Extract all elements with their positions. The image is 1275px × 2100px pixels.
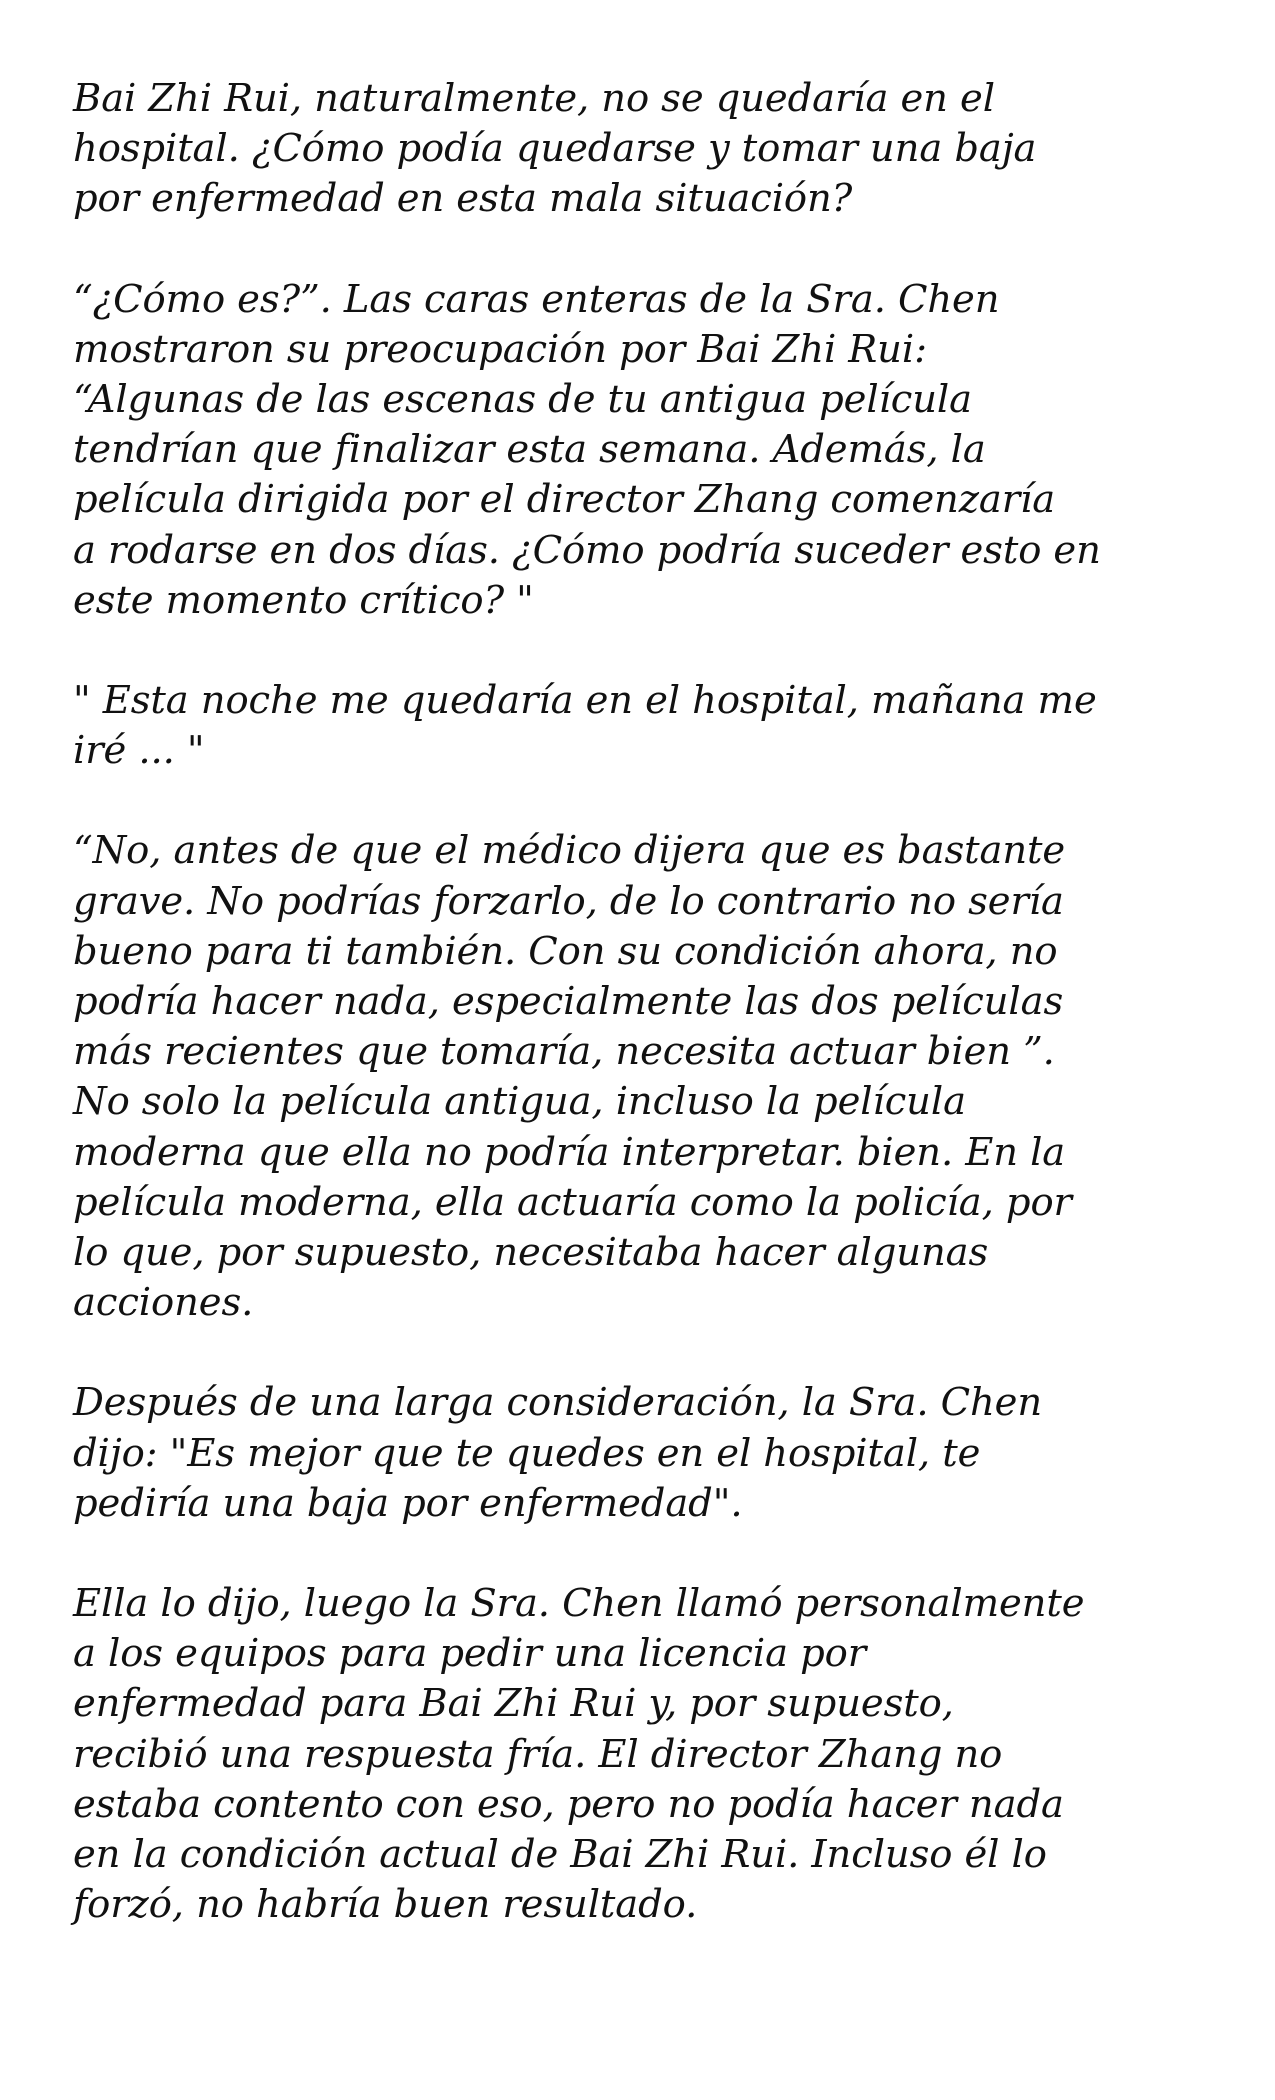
paragraph-5: Después de una larga consideración, la Sra. Chen dijo: "Es mejor que te quedes en el hospital, te pediría una baja por enfermedad". bbox=[73, 1380, 1043, 1526]
paragraph-4: “No, antes de que el médico dijera que es bastante grave. No podrías forzarlo, de lo contrario no sería bueno para ti también. Con su condición ahora, no podría hacer nada, especialmente las dos películas más recientes que tomaría, necesita actuar bien ”. No solo la película antigua, incluso la película moderna que ella no podría interpretar. bien. En la película moderna, ella actuaría como la policía, por lo que, por supuesto, necesitaba hacer algunas acciones. bbox=[73, 828, 1072, 1326]
paragraph-2: “¿Cómo es?”. Las caras enteras de la Sra. Chen mostraron su preocupación por Bai Zhi Rui: “Algunas de las escenas de tu antigua película tendrían que finalizar esta semana. Además, la película dirigida por el director Zhang comenzaría a rodarse en dos días. ¿Cómo podría suceder esto en este momento crítico? " bbox=[73, 276, 1101, 623]
paragraph-6: Ella lo dijo, luego la Sra. Chen llamó personalmente a los equipos para pedir una licencia por enfermedad para Bai Zhi Rui y, por supuesto, recibió una respuesta fría. El director Zhang no estaba contento con eso, pero no podía hacer nada en la condición actual de Bai Zhi Rui. Incluso él lo forzó, no habría buen resultado. bbox=[73, 1581, 1085, 1928]
paragraph-1: Bai Zhi Rui, naturalmente, no se quedaría en el hospital. ¿Cómo podía quedarse y tomar una baja por enfermedad en esta mala situación? bbox=[73, 76, 1037, 222]
paragraph-3: " Esta noche me quedaría en el hospital, mañana me iré ... " bbox=[73, 678, 1097, 774]
